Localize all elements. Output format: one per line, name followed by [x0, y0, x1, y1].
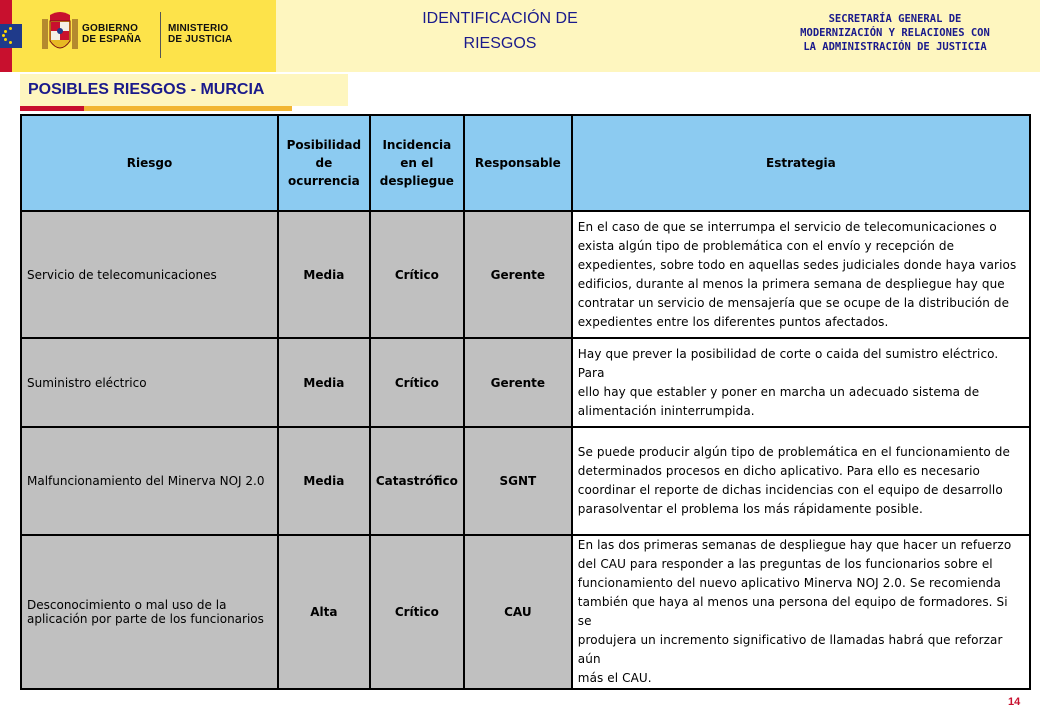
cell-responsable: CAU	[464, 535, 572, 689]
cell-responsable: SGNT	[464, 427, 572, 535]
section-underline-red	[20, 106, 84, 111]
cell-posibilidad: Alta	[278, 535, 370, 689]
page-number: 14	[1008, 696, 1021, 708]
header-responsable: Responsable	[464, 115, 572, 211]
table-row	[21, 338, 1030, 427]
table-header-row	[21, 115, 1030, 211]
cell-riesgo: Malfuncionamiento del Minerva NOJ 2.0	[21, 427, 278, 535]
cell-posibilidad: Media	[278, 211, 370, 338]
cell-incidencia: Catastrófico	[370, 427, 464, 535]
header-band	[0, 0, 1040, 72]
cell-responsable: Gerente	[464, 338, 572, 427]
risk-table	[20, 114, 1031, 690]
cell-incidencia: Crítico	[370, 211, 464, 338]
section-title: POSIBLES RIESGOS - MURCIA	[20, 74, 348, 106]
logo-divider	[160, 12, 161, 58]
header-posibilidad: Posibilidad de ocurrencia	[278, 115, 370, 211]
cell-posibilidad: Media	[278, 338, 370, 427]
section-underline-yellow	[84, 106, 292, 111]
coat-of-arms-icon	[40, 11, 80, 57]
gobierno-logo-text: GOBIERNO DE ESPAÑA	[82, 23, 142, 45]
header-riesgo: Riesgo	[21, 115, 278, 211]
cell-estrategia: En el caso de que se interrumpa el servicio de telecomunicaciones o exista algún tipo de problemática con el envío y recepción de expedientes, sobre todo en aquellas sedes judiciales donde haya varios edificios, durante al menos la primera semana de despliegue hay que contratar un servicio de mensajería que se ocupe de la distribución de expedientes entre los diferentes puntos afectados.	[572, 211, 1030, 338]
cell-estrategia: Hay que prever la posibilidad de corte o caida del sumistro eléctrico. Para ello hay que establer y poner en marcha un adecuado sistema de alimentación ininterrumpida.	[572, 338, 1030, 427]
cell-riesgo: Suministro eléctrico	[21, 338, 278, 427]
header-incidencia: Incidencia en el despliegue	[370, 115, 464, 211]
cell-riesgo: Desconocimiento o mal uso de la aplicación por parte de los funcionarios	[21, 535, 278, 689]
header-estrategia: Estrategia	[572, 115, 1030, 211]
secretaria-label: SECRETARÍA GENERAL DE MODERNIZACIÓN Y RELACIONES CON LA ADMINISTRACIÓN DE JUSTICIA	[800, 13, 990, 53]
cell-responsable: Gerente	[464, 211, 572, 338]
cell-posibilidad: Media	[278, 427, 370, 535]
ministerio-logo-text: MINISTERIO DE JUSTICIA	[168, 23, 233, 45]
eu-flag-icon	[0, 24, 22, 48]
cell-incidencia: Crítico	[370, 338, 464, 427]
cell-estrategia: Se puede producir algún tipo de problemática en el funcionamiento de determinados procesos en dicho aplicativo. Para ello es necesario coordinar el reporte de dichas incidencias con el equipo de desarrollo parasolventar el problema los más rápidamente posible.	[572, 427, 1030, 535]
table-row	[21, 427, 1030, 535]
table-row	[21, 535, 1030, 689]
page-title: IDENTIFICACIÓN DE RIESGOS	[422, 10, 578, 52]
cell-estrategia: En las dos primeras semanas de despliegue hay que hacer un refuerzo del CAU para responder a las preguntas de los funcionarios sobre el funcionamiento del nuevo aplicativo Minerva NOJ 2.0. Se recomienda también que haya al menos una persona del equipo de formadores. Si se produjera un incremento significativo de llamadas habrá que reforzar aún más el CAU.	[572, 535, 1030, 689]
government-logo-block	[12, 0, 276, 72]
cell-incidencia: Crítico	[370, 535, 464, 689]
table-row	[21, 211, 1030, 338]
cell-riesgo: Servicio de telecomunicaciones	[21, 211, 278, 338]
